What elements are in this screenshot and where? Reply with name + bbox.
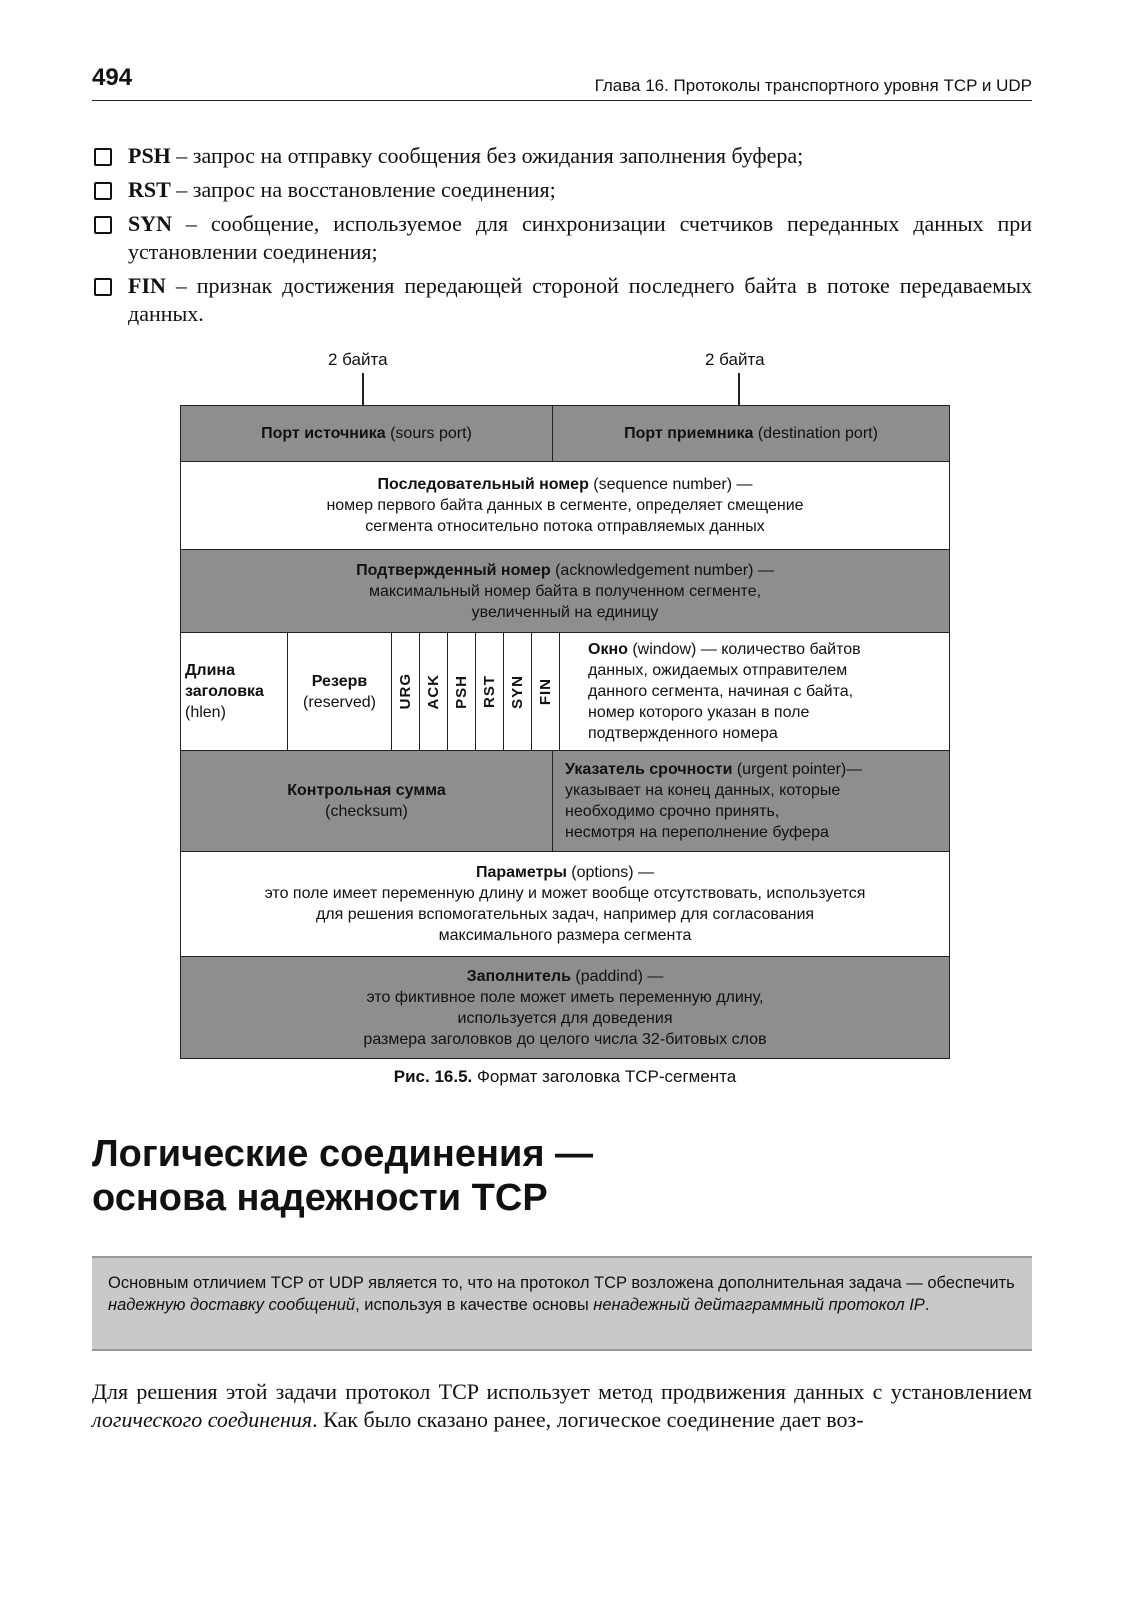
size-tick-left (362, 373, 364, 405)
seq-line2: номер первого байта данных в сегменте, определяет смещение (326, 497, 804, 514)
row-ports (181, 406, 949, 462)
list-item (92, 272, 1032, 328)
ack-desc: (acknowledgement number) — (550, 561, 774, 579)
ack-line2: максимальный номер байта в полученном сегменте, (368, 582, 762, 600)
checksum-field (181, 751, 553, 851)
row-flags (181, 633, 949, 751)
flag-fin: FIN (532, 633, 560, 750)
checksum-label: Контрольная сумма (287, 782, 446, 799)
flag-psh: PSH (448, 633, 476, 750)
window-line2: данных, ожидаемых отправителем (588, 662, 848, 679)
row-padding (181, 957, 949, 1058)
list-term: SYN (128, 211, 173, 236)
list-item (92, 142, 1032, 170)
window-line5: подтвержденного номера (588, 725, 778, 742)
size-tick-right (738, 373, 740, 405)
note-italic-1: надежную доставку сообщений (108, 1296, 356, 1314)
list-item (92, 176, 1032, 204)
list-term: PSH (128, 143, 171, 168)
flag-syn: SYN (504, 633, 532, 750)
section-heading-line2: основа надежности TCP (92, 1177, 548, 1219)
options-field (181, 852, 949, 956)
urgent-line3: необходимо срочно принять, (565, 803, 780, 820)
section-heading (92, 1132, 1032, 1220)
dest-port-label: Порт приемника (624, 425, 754, 442)
urgent-line2: указывает на конец данных, которые (565, 782, 841, 799)
source-port-desc: (sours port) (385, 425, 472, 442)
page-number: 494 (92, 64, 133, 91)
list-text: – запрос на отправку сообщения без ожидания заполнения буфера; (170, 143, 804, 168)
padding-field (181, 957, 949, 1058)
hlen-field (181, 633, 288, 750)
para-text-1: Для решения этой задачи протокол TCP использует метод продвижения данных с установлением (92, 1379, 1032, 1404)
caption-text: Формат заголовка TCP-сегмента (472, 1067, 737, 1086)
note-text-1: Основным отличием TCP от UDP является то, что на протокол TCP возложена дополнительная задача — обеспечить (108, 1274, 1015, 1292)
options-label: Параметры (475, 864, 567, 881)
seq-line3: сегмента относительно потока отправляемых данных (365, 518, 765, 535)
checkbox-bullet-icon (94, 148, 112, 166)
urgent-desc: (urgent pointer)— (732, 761, 863, 778)
padding-label: Заполнитель (466, 967, 571, 985)
window-field (560, 633, 949, 750)
row-sequence (181, 462, 949, 550)
note-italic-2: ненадежный дейтаграммный протокол IP (593, 1296, 925, 1314)
list-term: RST (128, 177, 171, 202)
hlen-label-1: Длина (185, 662, 235, 679)
checkbox-bullet-icon (94, 278, 112, 296)
flag-urg: URG (392, 633, 420, 750)
row-options (181, 852, 949, 957)
reserved-field (288, 633, 392, 750)
options-line2: это поле имеет переменную длину и может вообще отсутствовать, используется (264, 885, 866, 902)
padding-line3: используется для доведения (457, 1009, 673, 1027)
padding-desc: (paddind) — (570, 967, 664, 985)
list-text: – запрос на восстановление соединения; (170, 177, 556, 202)
source-port-field (181, 406, 553, 461)
row-checksum (181, 751, 949, 852)
urgent-pointer-field (553, 751, 949, 851)
checkbox-bullet-icon (94, 182, 112, 200)
options-line3: для решения вспомогательных задач, например для согласования (315, 906, 815, 923)
window-line3: данного сегмента, начиная с байта, (588, 683, 854, 700)
reserved-label: Резерв (311, 672, 368, 690)
list-text: – признак достижения передающей стороной последнего байта в потоке передаваемых данных. (128, 273, 1032, 326)
row-ack (181, 550, 949, 633)
options-desc: (options) — (566, 864, 654, 881)
list-text: – сообщение, используемое для синхронизации счетчиков переданных данных при установлении соединения; (128, 211, 1032, 264)
size-label-right: 2 байта (705, 350, 765, 369)
para-text-2: . Как было сказано ранее, логическое соединение дает воз- (312, 1407, 864, 1432)
hlen-desc: (hlen) (185, 704, 226, 721)
hlen-label-2: заголовка (185, 683, 264, 700)
padding-line2: это фиктивное поле может иметь переменную длину, (366, 988, 764, 1006)
para-italic: логического соединения (92, 1407, 313, 1432)
seq-label: Последовательный номер (377, 476, 589, 493)
dest-port-desc: (destination port) (753, 425, 878, 442)
note-text-3: . (924, 1296, 930, 1314)
padding-line4: размера заголовков до целого числа 32-битовых слов (363, 1030, 767, 1048)
ack-number-field (181, 550, 949, 632)
checkbox-bullet-icon (94, 216, 112, 234)
list-term: FIN (128, 273, 166, 298)
options-line4: максимального размера сегмента (438, 927, 692, 944)
urgent-label: Указатель срочности (565, 761, 733, 778)
flag-ack: ACK (420, 633, 448, 750)
window-label: Окно (588, 641, 628, 658)
ack-label: Подтвержденный номер (356, 561, 551, 579)
note-box (92, 1256, 1032, 1351)
ack-line3: увеличенный на единицу (471, 603, 659, 621)
window-desc: (window) — количество байтов (627, 641, 861, 658)
tcp-header-diagram (180, 405, 950, 1059)
flag-list (92, 142, 1032, 334)
running-title: Глава 16. Протоколы транспортного уровня TCP и UDP (594, 76, 1032, 95)
dest-port-field (553, 406, 949, 461)
seq-desc: (sequence number) — (588, 476, 753, 493)
size-label-left: 2 байта (328, 350, 388, 369)
section-heading-line1: Логические соединения — (92, 1133, 594, 1175)
source-port-label: Порт источника (261, 425, 386, 442)
checksum-desc: (checksum) (325, 803, 408, 820)
urgent-line4: несмотря на переполнение буфера (565, 824, 829, 841)
window-line4: номер которого указан в поле (588, 704, 810, 721)
note-text-2: , используя в качестве основы (355, 1296, 594, 1314)
sequence-number-field (181, 462, 949, 549)
body-paragraph (92, 1378, 1032, 1434)
figure-caption (0, 1067, 1130, 1087)
flag-rst: RST (476, 633, 504, 750)
page-header (92, 64, 1032, 101)
reserved-desc: (reserved) (303, 693, 376, 711)
caption-number: Рис. 16.5. (393, 1067, 473, 1086)
list-item (92, 210, 1032, 266)
